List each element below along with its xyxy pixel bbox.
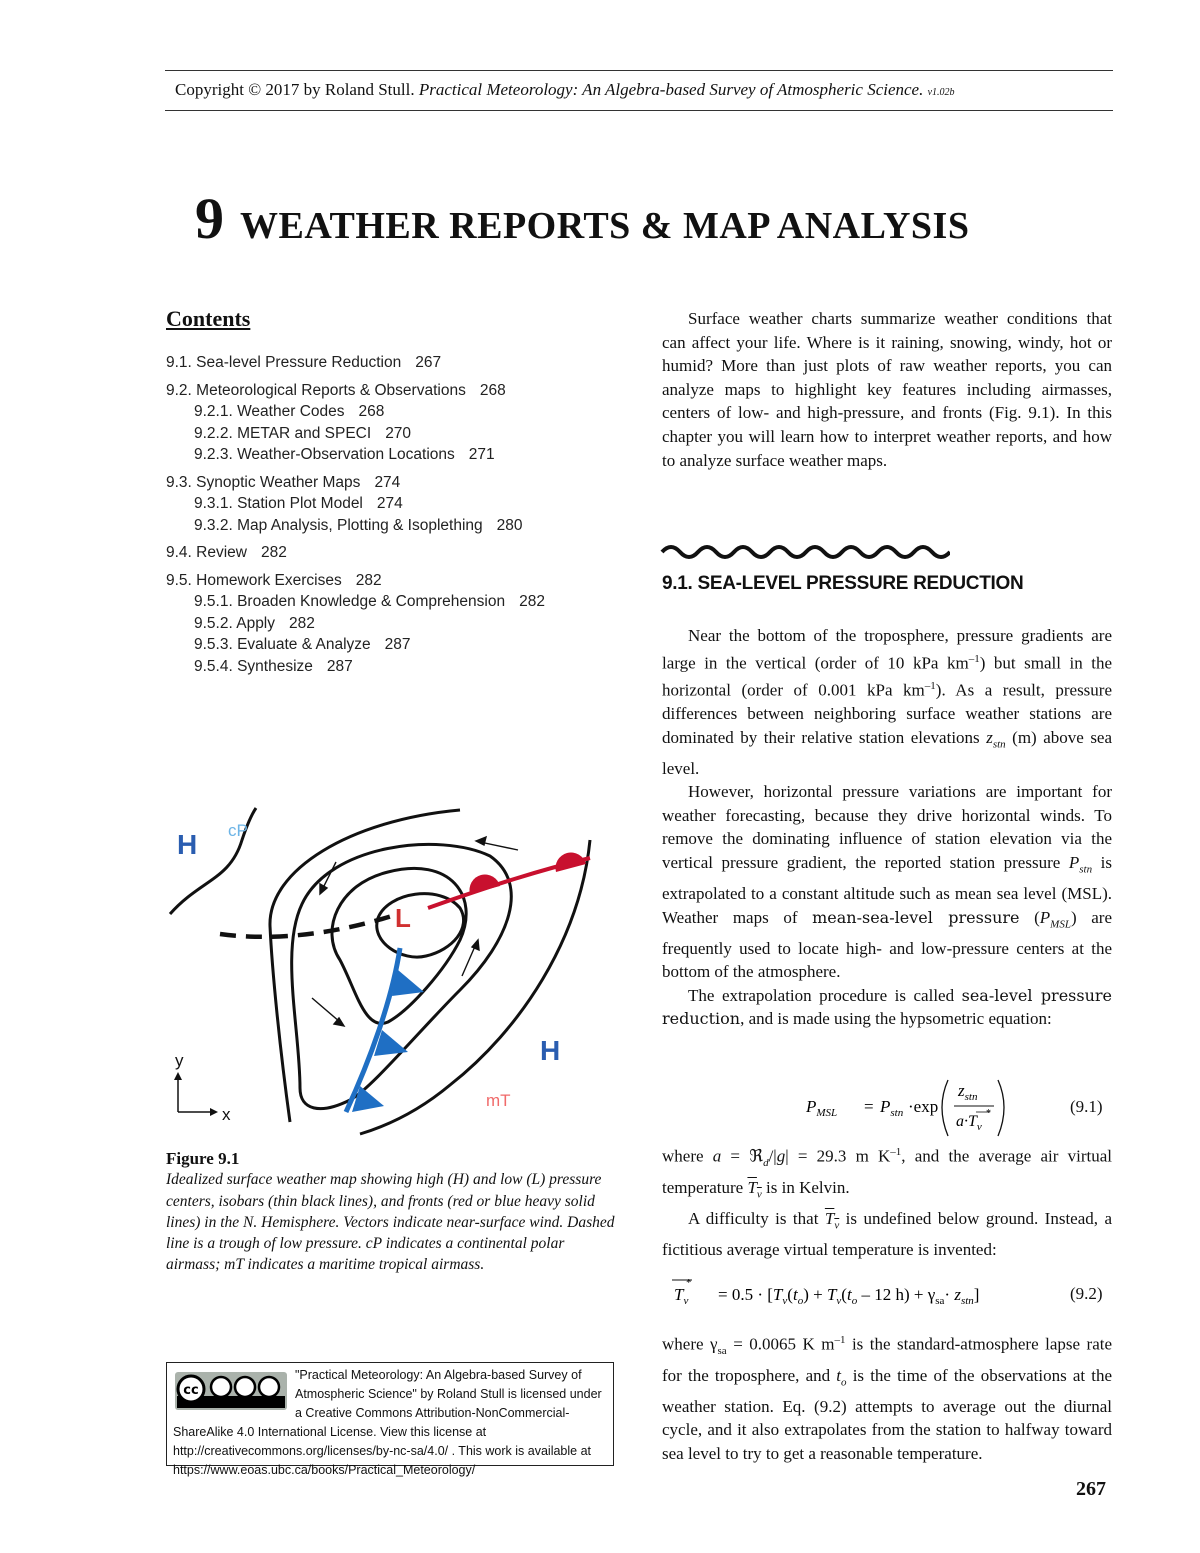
- x-axis-label: x: [222, 1105, 231, 1124]
- low-label: L: [395, 903, 411, 933]
- svg-text:=: =: [864, 1097, 874, 1116]
- section-divider-wave: [660, 540, 950, 564]
- header-rule-top: [165, 70, 1113, 71]
- contents-title: Contents: [166, 306, 251, 331]
- toc-item[interactable]: 9.5.1. Broaden Knowledge & Comprehension 282: [194, 593, 545, 610]
- section-body-3: [662, 1329, 1112, 1465]
- section-body: [662, 624, 1112, 1031]
- book-title: Practical Meteorology: An Algebra-based Survey of Atmospheric Science.: [418, 80, 924, 99]
- paragraph-3: The extrapolation procedure is called sea-level pressure reduction, and is made using the hypsometric equation:: [662, 985, 1113, 1029]
- svg-text:Tv: $T_v$: [674, 1285, 689, 1307]
- figure-caption-text: Idealized surface weather map showing high (H) and low (L) pressure centers, isobars (thin black lines), and fronts (red or blue heavy solid lines) in the N. Hemisphere. Vectors indicate near-surface wind. Dashed line is a trough of low pressure. cP indicates a continental polar airmass; mT indicates a maritime tropical airmass.: [166, 1171, 615, 1274]
- toc-item[interactable]: 9.3. Synoptic Weather Maps 274: [166, 473, 401, 491]
- page-number: 267: [1076, 1478, 1106, 1500]
- high-label: H: [177, 829, 198, 860]
- toc-item[interactable]: 9.2.1. Weather Codes 268: [194, 403, 385, 420]
- cP-label: cP: [228, 821, 248, 840]
- high-label: H: [540, 1035, 561, 1066]
- svg-text:= 0.5 · [Tv(to) + Tv(to – 12: = $0.5 \cdot [T_v(t_o) + T_v(t_o - 12$ $h) + \gamma_{sa}\cdot z_{stn}$]: [718, 1285, 980, 1307]
- trough-dashed-line: [220, 916, 392, 937]
- equation-9-1: [800, 1070, 1040, 1140]
- paragraph-1: Near the bottom of the troposphere, pressure gradients are large in the vertical (order of 10 kPa $km^{-1}$) but small in the horizontal (order of 0.001 kPa $km^{-1}$). As a result, pressure differences between neighboring surface weather stations are dominated by their relative station elevations $z_{stn}$ (m) above sea level.: [662, 626, 1113, 778]
- svg-text:PMSL: $P_{MSL}$: [806, 1097, 838, 1119]
- svg-text:a·Tv: $a\cdot T_v$: [956, 1113, 982, 1133]
- svg-text:*: *: [986, 1108, 991, 1119]
- equation-9-2: [662, 1272, 1062, 1316]
- equation-number-9-2: (9.2): [1070, 1284, 1103, 1303]
- toc-item[interactable]: 9.5.2. Apply 282: [194, 614, 315, 632]
- section-title: 9.1. SEA-LEVEL PRESSURE REDUCTION: [662, 573, 1024, 594]
- chapter-heading: [195, 185, 969, 252]
- figure-label: Figure 9.1: [166, 1149, 240, 1168]
- section-body-2: [662, 1141, 1112, 1261]
- paragraph-4: where a = ℜ$_d$/|g| = 29.3 m $K^{-1}$, and the average air virtual temperature $T_v$ is in Kelvin.: [662, 1146, 1113, 1201]
- mT-label: mT: [486, 1091, 511, 1110]
- y-axis-label: y: [175, 1051, 184, 1070]
- chapter-title: WEATHER REPORTS & MAP ANALYSIS: [240, 205, 970, 247]
- license-text: "Practical Meteorology: An Algebra-based Survey of Atmospheric Science" by Roland Stull is licensed under a Creative Commons Attribution-NonCommercial-ShareAlike 4.0 International License. View this license at http://creativecommons.org/licenses/by-nc-sa/4.0/ . This work is available at https://www.eoas.ubc.ca/books/Practical_Meteorology/: [173, 1368, 602, 1477]
- running-header: [175, 80, 1115, 100]
- svg-text:·exp: ·exp: [908, 1097, 939, 1116]
- svg-text:Pstn: $P_{stn}$: [880, 1097, 904, 1119]
- version-text: v1.02b: [927, 87, 955, 98]
- cc-license-badge[interactable]: [175, 1372, 287, 1410]
- table-of-contents: [166, 352, 626, 677]
- chapter-number: 9: [195, 186, 224, 251]
- toc-item[interactable]: 9.5. Homework Exercises 282: [166, 571, 382, 589]
- toc-item[interactable]: 9.5.4. Synthesize 287: [194, 657, 353, 675]
- license-box: [166, 1362, 614, 1477]
- toc-item[interactable]: 9.4. Review 282: [166, 544, 287, 561]
- toc-item[interactable]: 9.5.3. Evaluate & Analyze 287: [194, 636, 411, 653]
- toc-item[interactable]: 9.2. Meteorological Reports & Observations 268: [166, 381, 506, 399]
- warm-front-symbol: [555, 852, 586, 872]
- toc-item[interactable]: 9.2.2. METAR and SPECI 270: [194, 424, 412, 442]
- axis-indicator: [174, 1072, 218, 1116]
- cold-front-line: [346, 948, 400, 1112]
- svg-text:cc: cc: [183, 1383, 199, 1398]
- isobar-line: [377, 894, 464, 957]
- equation-number-9-1: (9.1): [1070, 1097, 1103, 1116]
- copyright-text: Copyright © 2017 by Roland Stull.: [175, 80, 415, 99]
- header-rule-bottom: [165, 110, 1113, 111]
- warm-front-symbol: [469, 874, 500, 894]
- paragraph-6: where $\gamma_{sa} = 0.0065$ K $m^{-1}$ is the standard-atmosphere lapse rate for the troposphere, and $t_o$ is the time of the observations at the weather station. Eq. (9.2) attempts to average out the diurnal cycle, and it also extrapolates from the station to halfway toward sea level to try to get a reasonable temperature.: [662, 1334, 1113, 1463]
- paragraph-2: However, horizontal pressure variations are important for weather forecasting, because they drive horizontal winds. To remove the dominating influence of station elevation via the vertical pressure gradient, the reported station pressure $P_{stn}$ is extrapolated to a constant altitude such as mean sea level (MSL). Weather maps of mean-sea-level pressure $(P_{MSL})$ are frequently used to locate high- and low-pressure centers at the bottom of the atmosphere.: [662, 782, 1112, 982]
- intro-paragraph: Surface weather charts summarize weather conditions that can affect your life. Where is it raining, snowing, windy, hot or humid? More than just plots of raw weather reports, you can analyze maps to highlight key features including airmasses, centers of low- and high-pressure, and fronts (Fig. 9.1). In this chapter you will learn how to interpret weather reports, and how to analyze surface weather maps.: [662, 309, 1112, 470]
- toc-item[interactable]: 9.1. Sea-level Pressure Reduction 267: [166, 354, 442, 371]
- svg-text:zstn: $z_{stn}$: [958, 1081, 978, 1103]
- svg-text:*: *: [686, 1277, 692, 1289]
- figure-caption: [166, 1148, 618, 1276]
- paragraph-5: A difficulty is that $T_v$ is undefined below ground. Instead, a fictitious average virtual temperature is invented:: [662, 1208, 1113, 1259]
- toc-item[interactable]: 9.3.2. Map Analysis, Plotting & Isoplething 280: [194, 516, 523, 534]
- figure-weather-map: [160, 800, 630, 1140]
- toc-item[interactable]: 9.3.1. Station Plot Model 274: [194, 495, 403, 512]
- toc-item[interactable]: 9.2.3. Weather-Observation Locations 271: [194, 446, 495, 463]
